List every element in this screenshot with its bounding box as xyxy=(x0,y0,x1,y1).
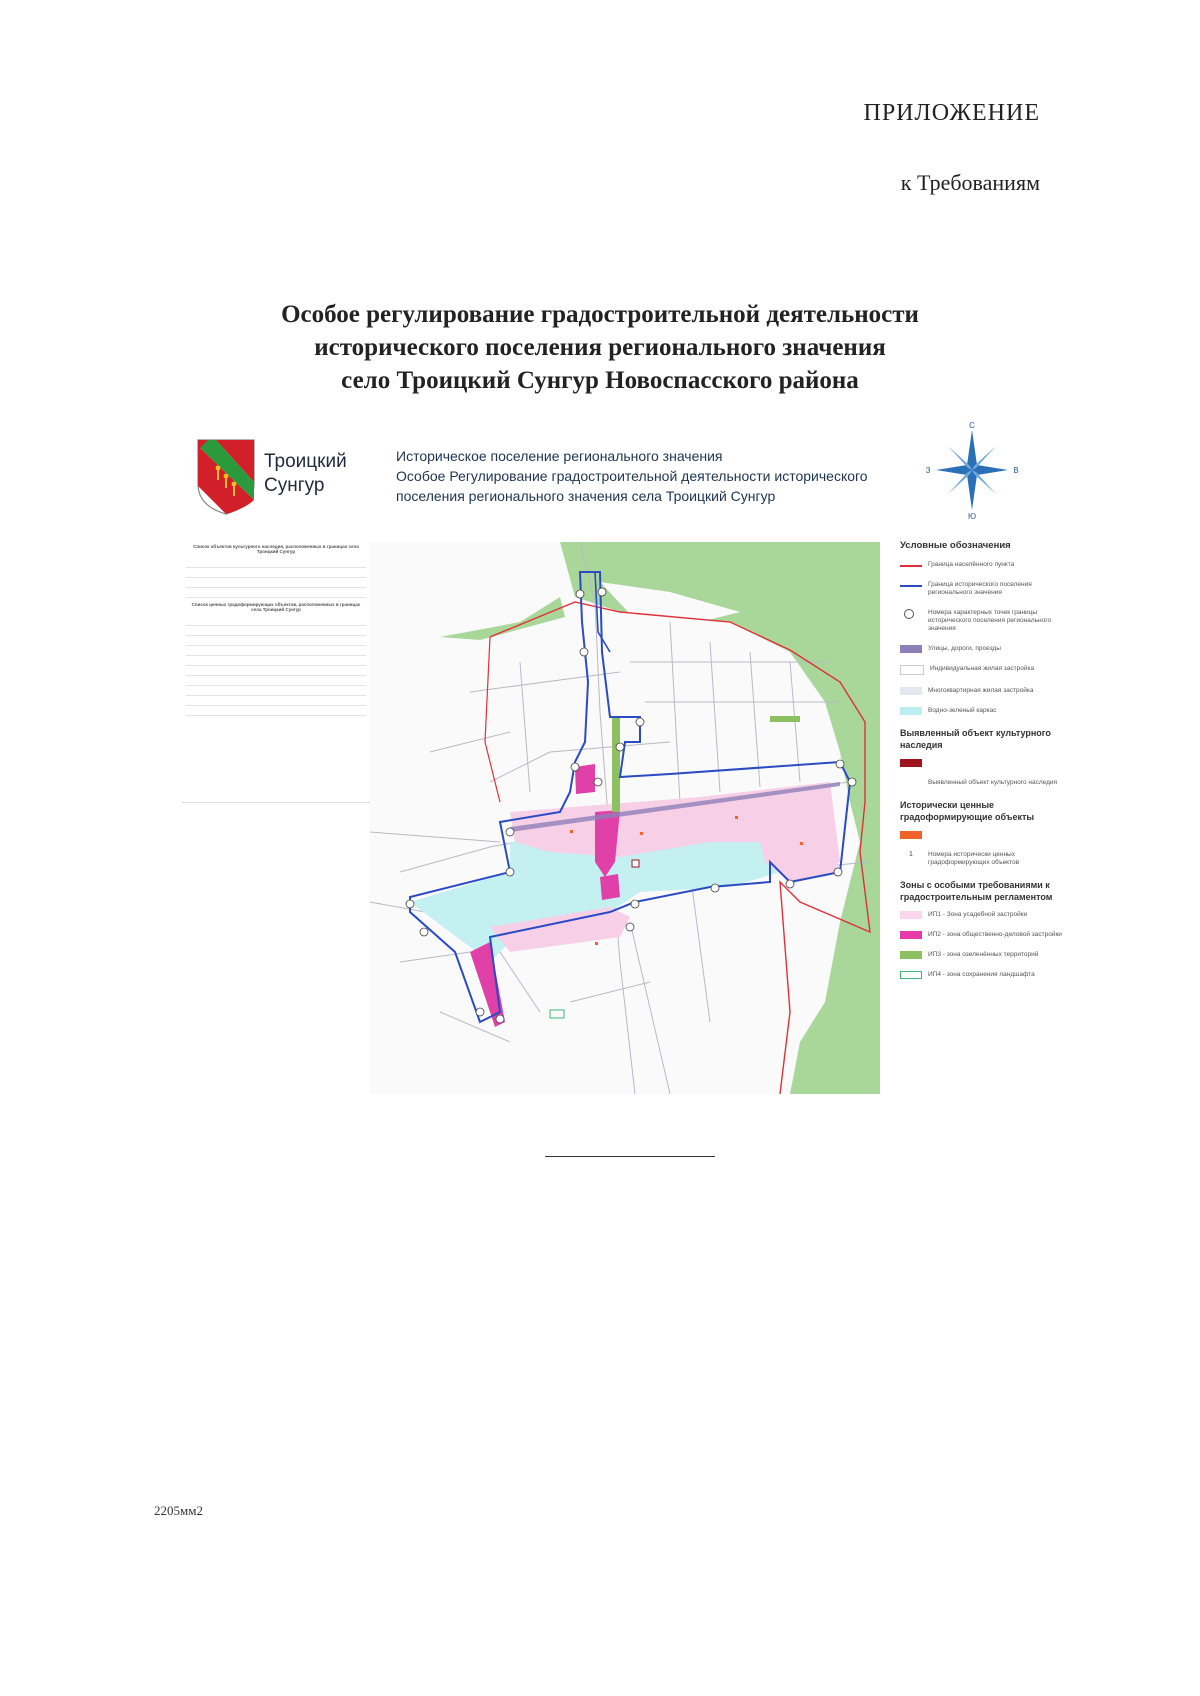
legend-item xyxy=(900,645,1062,653)
legend-item-label: ИП1 - Зона усадебной застройки xyxy=(928,911,1028,918)
legend-item-label: ИП4 - зона сохранения ландшафта xyxy=(928,971,1035,978)
legend-swatch xyxy=(900,951,922,959)
map-heading-line-3: поселения регионального значения села Троицкий Сунгур xyxy=(396,488,776,504)
compass-west-label: З xyxy=(925,466,931,475)
legend-item xyxy=(900,851,1062,867)
legend-swatch xyxy=(900,831,922,839)
legend-basic-items xyxy=(900,561,1062,715)
title-line-3: село Троицкий Сунгур Новоспасского района xyxy=(341,367,859,394)
legend-swatch xyxy=(900,665,924,675)
divider xyxy=(545,1156,715,1157)
compass-rose-icon xyxy=(922,420,1022,520)
legend-swatch xyxy=(904,609,914,619)
legend-item xyxy=(900,759,1062,767)
legend-item-label: Улицы, дороги, проезды xyxy=(928,645,1001,652)
legend-item-label: Водно-зеленый каркас xyxy=(928,707,997,714)
legend-item xyxy=(900,609,1062,633)
legend-item-label: Номера характерных точек границы исторического поселения регионального значения xyxy=(928,609,1052,632)
legend-item-label: Многоквартирная жилая застройка xyxy=(928,687,1034,694)
table-row xyxy=(186,616,366,626)
legend-heritage-items xyxy=(900,759,1062,787)
map-heading-line-2: Особое Регулирование градостроительной деятельности исторического xyxy=(396,468,868,484)
place-name xyxy=(264,450,384,498)
legend-swatch xyxy=(900,931,922,939)
heritage-object xyxy=(632,860,639,867)
table-row xyxy=(186,588,366,598)
document-title xyxy=(0,298,1200,397)
table-row xyxy=(186,568,366,578)
legend-item xyxy=(900,931,1062,939)
map-heading xyxy=(396,446,896,506)
legend-item xyxy=(900,581,1062,597)
legend-swatch xyxy=(900,645,922,653)
legend-section-valuable: Исторически ценные градоформирующие объекты xyxy=(900,800,1035,822)
table-row xyxy=(186,686,366,696)
table-row xyxy=(186,578,366,588)
legend-item-label: Номера исторически ценных градоформирующих объектов xyxy=(928,851,1020,866)
legend-item xyxy=(900,779,1062,787)
table-row xyxy=(186,656,366,666)
legend-item-label: Граница исторического поселения регионального значения xyxy=(928,581,1032,596)
appendix-reference: к Требованиям xyxy=(900,170,1040,195)
legend-item xyxy=(900,951,1062,959)
table-row xyxy=(186,646,366,656)
table-row xyxy=(186,626,366,636)
legend-section-heritage: Выявленный объект культурного наследия xyxy=(900,728,1051,750)
zone-ip3 xyxy=(612,717,620,812)
legend-item xyxy=(900,911,1062,919)
legend-item xyxy=(900,707,1062,715)
legend-item xyxy=(900,561,1062,569)
legend-item-label: Граница населённого пункта xyxy=(928,561,1015,568)
settlement-map xyxy=(370,542,880,1094)
legend-item-label: Индивидуальная жилая застройка xyxy=(930,665,1035,672)
legend-item xyxy=(900,687,1062,695)
sites-table-title: Список объектов культурного наследия, расположенных в границах села Троицкий Сунгур xyxy=(193,544,359,554)
legend-item-label: ИП3 - зона озеленённых территорий xyxy=(928,951,1039,958)
map-legend xyxy=(900,540,1062,991)
legend-swatch xyxy=(900,707,922,715)
table-row xyxy=(186,706,366,716)
title-line-1: Особое регулирование градостроительной деятельности xyxy=(281,301,919,328)
place-name-line-2: Сунгур xyxy=(264,475,325,496)
legend-swatch xyxy=(900,971,922,979)
compass-south-label: Ю xyxy=(967,512,977,520)
title-line-2: исторического поселения регионального значения xyxy=(314,334,886,361)
legend-swatch: 1 xyxy=(909,851,913,858)
appendix-label: ПРИЛОЖЕНИЕ xyxy=(863,100,1040,126)
map-sheet xyxy=(182,420,1062,1160)
legend-item-label: ИП2 - зона общественно-деловой застройки xyxy=(928,931,1062,938)
legend-zone-items xyxy=(900,911,1062,979)
legend-valuable-items xyxy=(900,831,1062,867)
sites-table-title-2: Список ценных градоформирующих объектов, расположенных в границах села Троицкий Сунгур xyxy=(191,602,361,612)
legend-item-label: Выявленный объект культурного наследия xyxy=(928,779,1058,786)
legend-swatch xyxy=(900,911,922,919)
table-row xyxy=(186,558,366,568)
legend-swatch xyxy=(900,687,922,695)
legend-section-zones: Зоны с особыми требованиями к градостроительным регламентом xyxy=(900,880,1053,902)
legend-title: Условные обозначения xyxy=(900,540,1011,551)
table-row xyxy=(186,676,366,686)
compass-north-label: С xyxy=(969,421,975,430)
legend-item xyxy=(900,665,1062,675)
legend-item xyxy=(900,831,1062,839)
coat-of-arms-icon xyxy=(196,438,256,516)
legend-item xyxy=(900,971,1062,979)
legend-swatch xyxy=(900,585,922,587)
map-canvas xyxy=(370,542,880,1094)
place-name-line-1: Троицкий xyxy=(264,451,347,472)
zone-ip3 xyxy=(770,716,800,722)
legend-swatch xyxy=(900,565,922,567)
heritage-sites-table xyxy=(182,540,370,803)
table-row xyxy=(186,696,366,706)
map-heading-line-1: Историческое поселение регионального значения xyxy=(396,448,723,464)
compass-east-label: В xyxy=(1013,466,1019,475)
document-code: 2205мм2 xyxy=(154,1503,203,1518)
zone-ip2 xyxy=(600,874,620,900)
table-row xyxy=(186,666,366,676)
legend-swatch xyxy=(900,759,922,767)
table-row xyxy=(186,636,366,646)
